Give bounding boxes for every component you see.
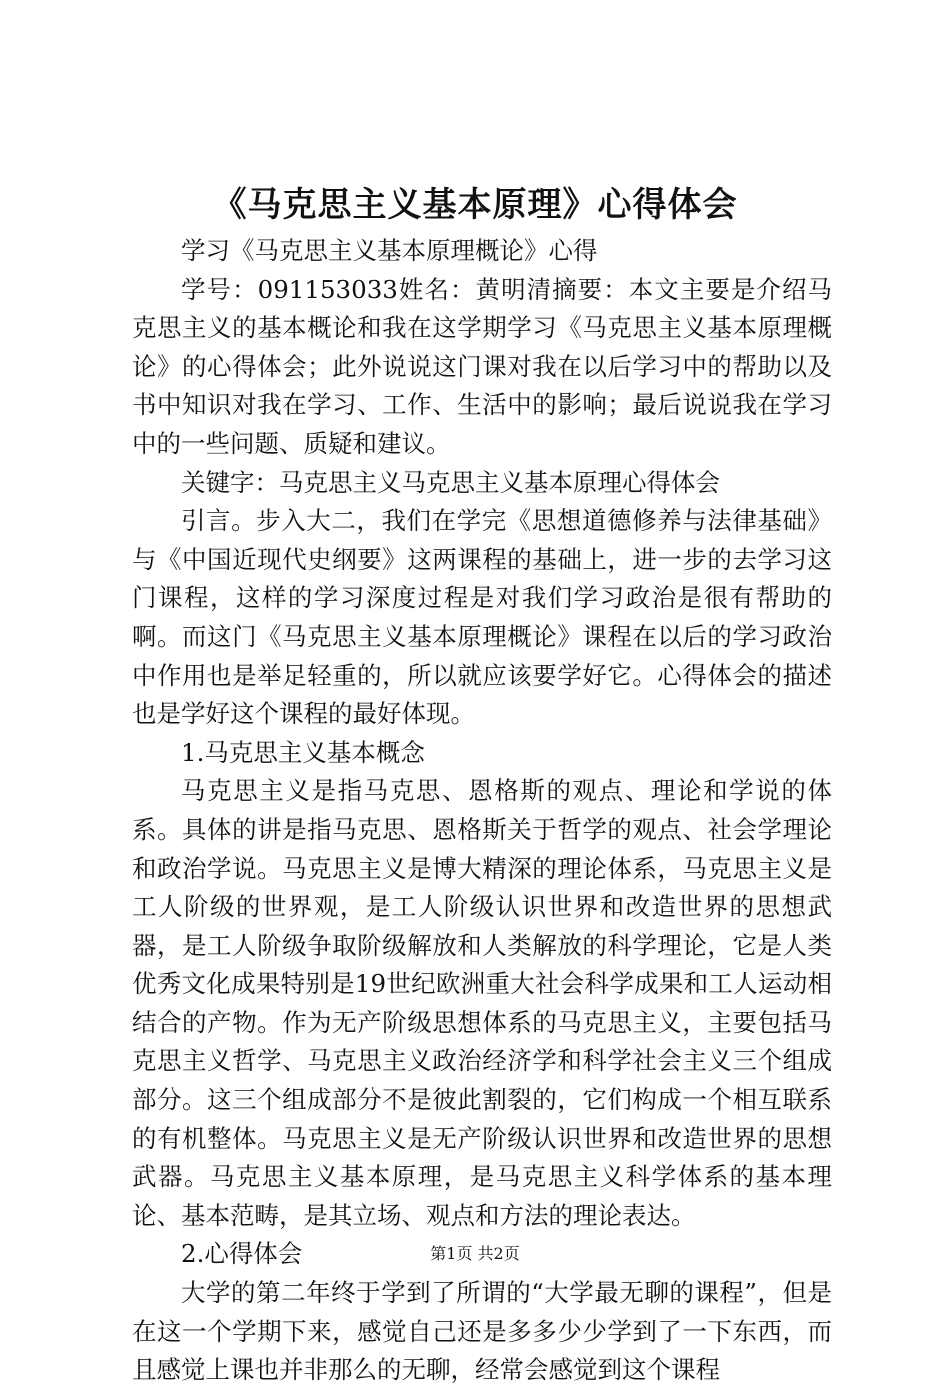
paragraph-abstract: 学号：091153033姓名：黄明清摘要：本文主要是介绍马克思主义的基本概论和我在这学期学习《马克思主义基本原理概论》的心得体会；此外说说这门课对我在以后学习中的帮助以及书中知识对我在学习、工作、生活中的影响；最后说说我在学习中的一些问题、质疑和建议。 [132,274,832,458]
paragraph-subtitle: 学习《马克思主义基本原理概论》心得 [181,236,598,265]
page-footer: 第1页 共2页 [430,1244,520,1263]
section-heading-1: 1.马克思主义基本概念 [181,737,425,767]
paragraph-introduction: 引言。步入大二，我们在学完《思想道德修养与法律基础》与《中国近现代史纲要》这两课程的基础上，进一步的去学习这门课程，这样的学习深度过程是对我们学习政治是很有帮助的啊。而这门《马克思主义基本原理概论》课程在以后的学习政治中作用也是举足轻重的，所以就应该要学好它。心得体会的描述也是学好这个课程的最好体现。 [132,506,832,729]
document-body [132,232,832,1390]
section-heading-2: 2.心得体会 [181,1239,303,1269]
document-title: 《马克思主义基本原理》心得体会 [212,185,738,225]
paragraph-section-2: 大学的第二年终于学到了所谓的“大学最无聊的课程”，但是在这一个学期下来，感觉自己还是多多少少学到了一下东西，而且感觉上课也并非那么的无聊，经常会感觉到这个课程 [132,1278,832,1385]
paragraph-keywords: 关键字：马克思主义马克思主义基本原理心得体会 [181,467,720,497]
paragraph-section-1: 马克思主义是指马克思、恩格斯的观点、理论和学说的体系。具体的讲是指马克思、恩格斯关于哲学的观点、社会学理论和政治学说。马克思主义是博大精深的理论体系，马克思主义是工人阶级的世界观，是工人阶级认识世界和改造世界的思想武器，是工人阶级争取阶级解放和人类解放的科学理论，它是人类优秀文化成果特别是19世纪欧洲重大社会科学成果和工人运动相结合的产物。作为无产阶级思想体系的马克思主义，主要包括马克思主义哲学、马克思主义政治经济学和科学社会主义三个组成部分。这三个组成部分不是彼此割裂的，它们构成一个相互联系的有机整体。马克思主义是无产阶级认识世界和改造世界的思想武器。马克思主义基本原理，是马克思主义科学体系的基本理论、基本范畴，是其立场、观点和方法的理论表达。 [132,776,832,1230]
